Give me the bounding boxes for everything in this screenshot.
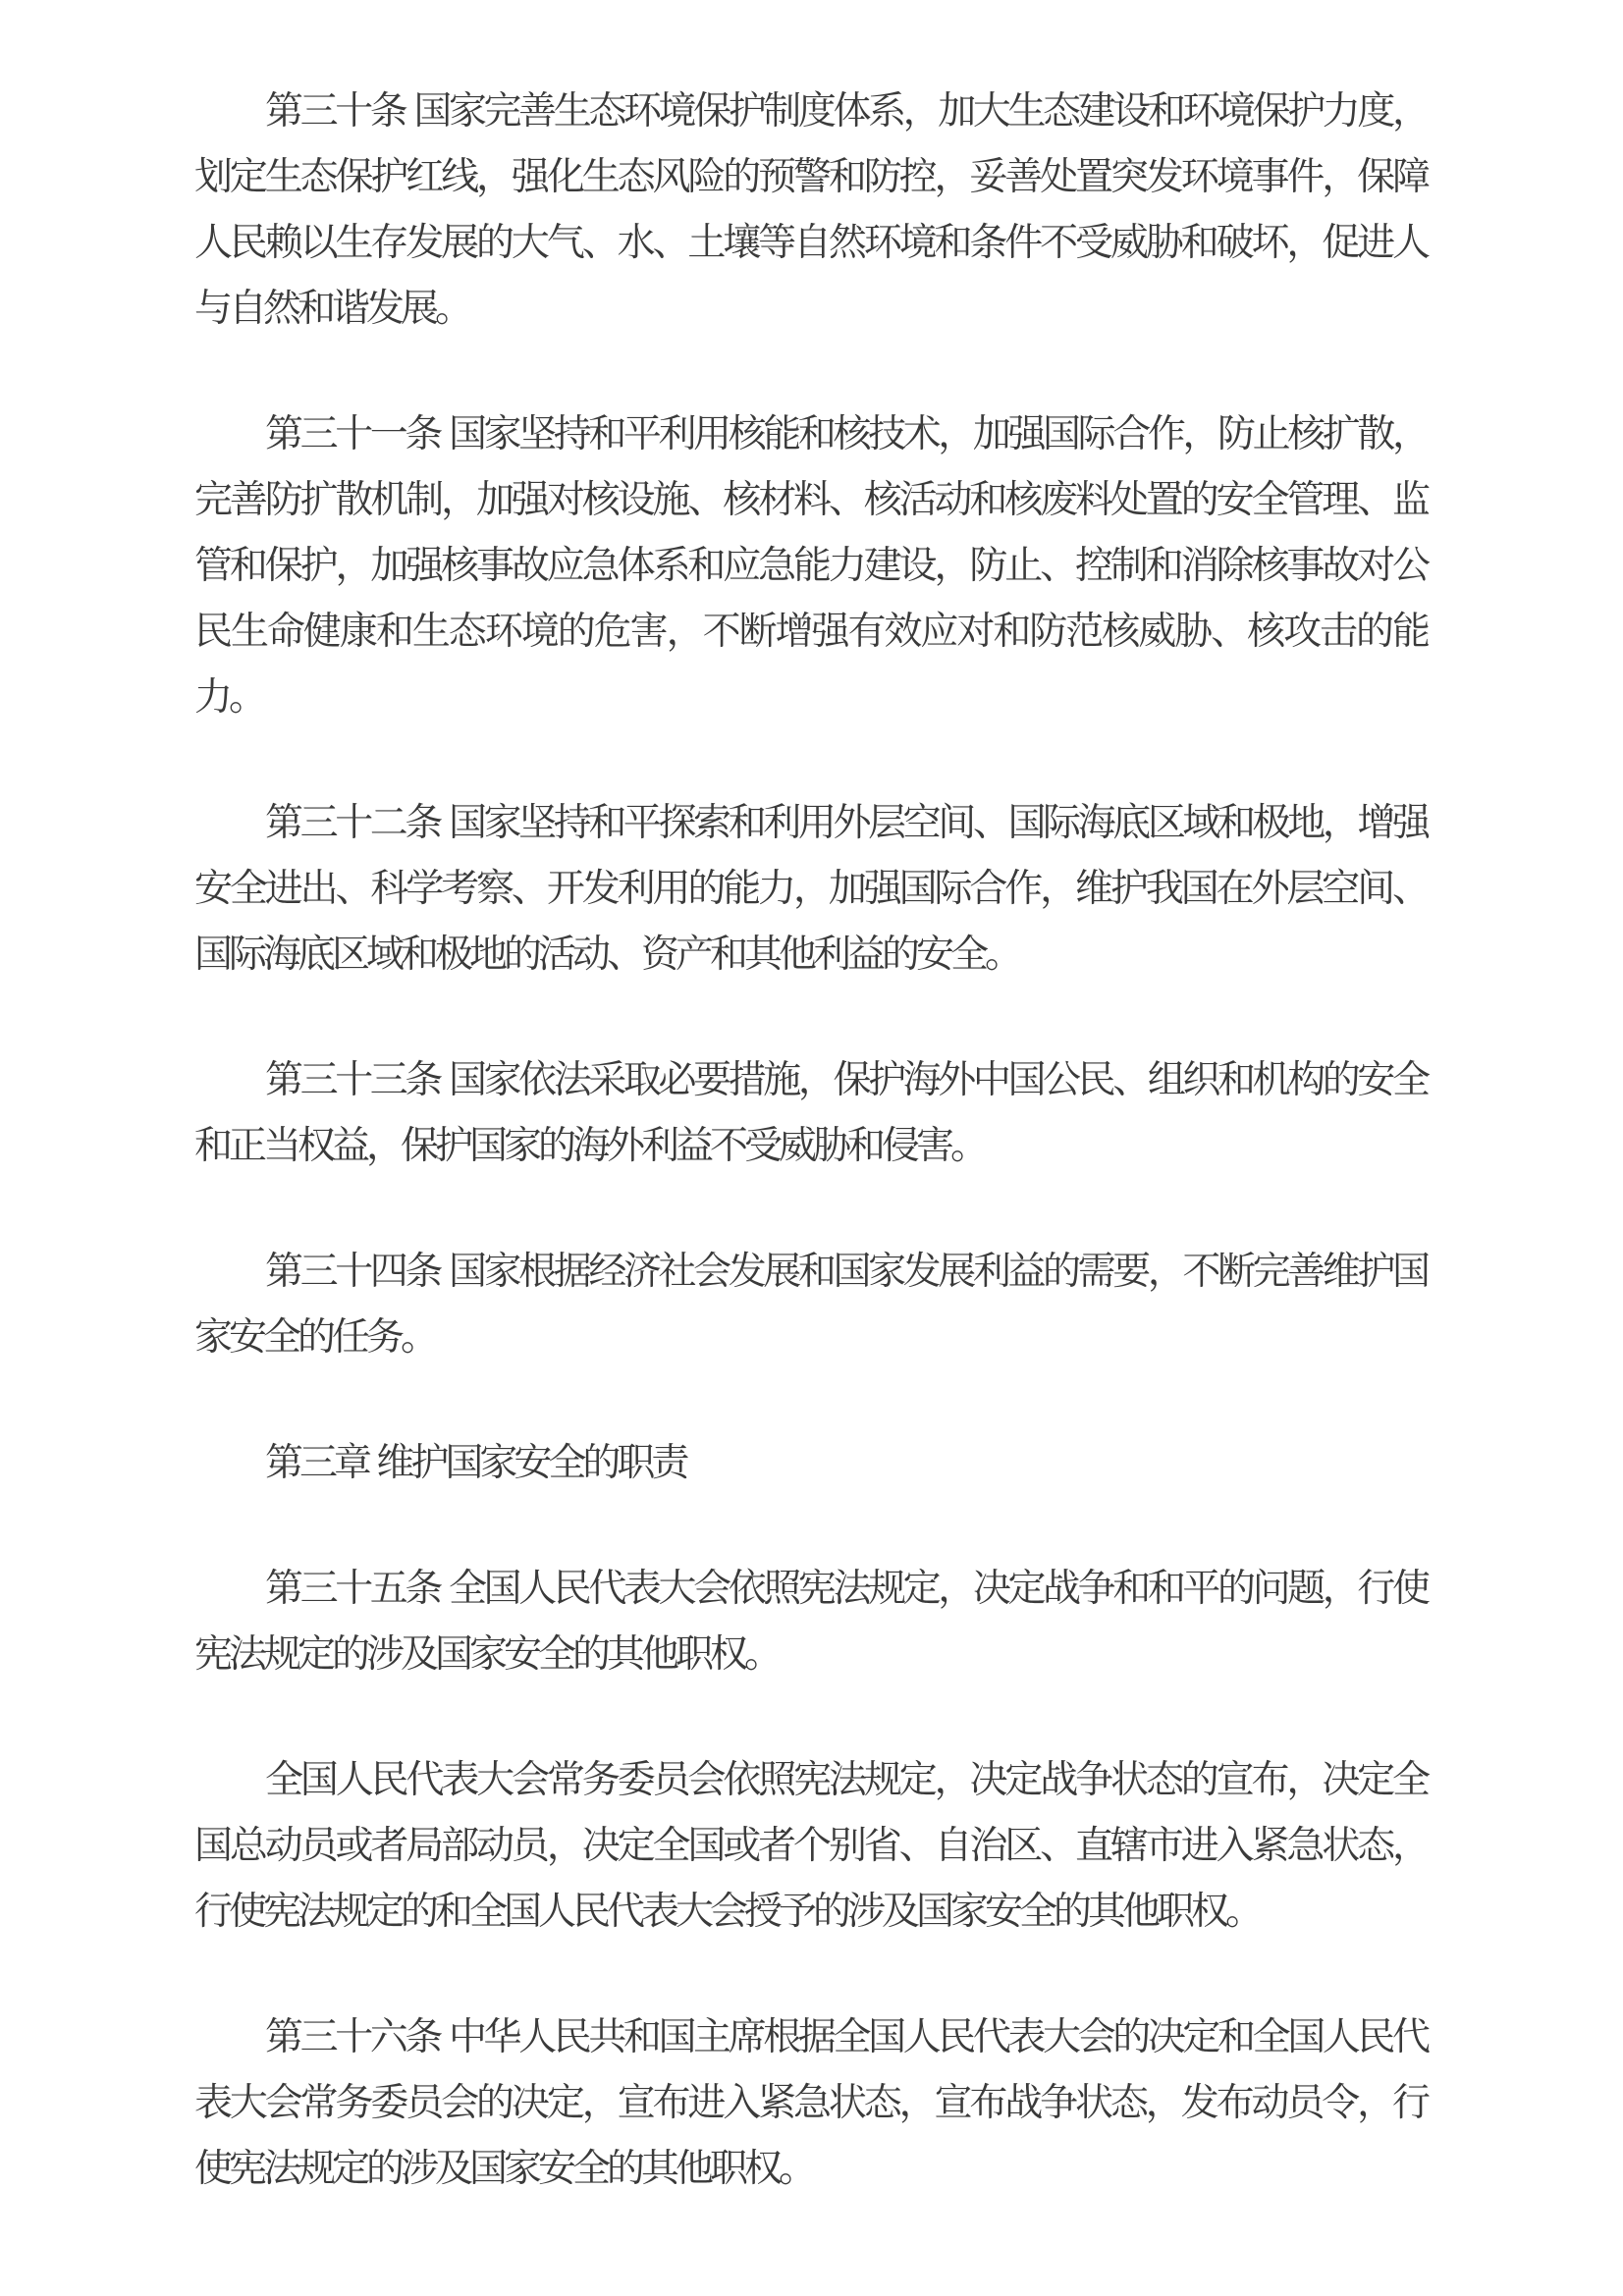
article-34-paragraph: 第三十四条 国家根据经济社会发展和国家发展利益的需要，不断完善维护国家安全的任务。 (194, 1250, 1427, 1360)
article-36-paragraph: 第三十六条 中华人民共和国主席根据全国人民代表大会的决定和全国人民代表大会常务委员会的决定，宣布进入紧急状态，宣布战争状态，发布动员令，行使宪法规定的涉及国家安全的其他职权。 (194, 2015, 1427, 2191)
article-35-paragraph: 第三十五条 全国人民代表大会依照宪法规定，决定战争和和平的问题，行使宪法规定的涉及国家安全的其他职权。 (194, 1567, 1427, 1677)
article-33-paragraph: 第三十三条 国家依法采取必要措施，保护海外中国公民、组织和机构的安全和正当权益，保护国家的海外利益不受威胁和侵害。 (194, 1058, 1427, 1168)
article-31-paragraph: 第三十一条 国家坚持和平利用核能和核技术，加强国际合作，防止核扩散，完善防扩散机制，加强对核设施、核材料、核活动和核废料处置的安全管理、监管和保护，加强核事故应急体系和应急能力建设，防止、控制和消除核事故对公民生命健康和生态环境的危害，不断增强有效应对和防范核威胁、核攻击的能力。 (194, 412, 1427, 720)
npc-standing-committee-paragraph: 全国人民代表大会常务委员会依照宪法规定，决定战争状态的宣布，决定全国总动员或者局部动员，决定全国或者个别省、自治区、直辖市进入紧急状态，行使宪法规定的和全国人民代表大会授予的涉及国家安全的其他职权。 (194, 1758, 1427, 1934)
chapter-3-heading: 第三章 维护国家安全的职责 (265, 1441, 686, 1485)
article-32-paragraph: 第三十二条 国家坚持和平探索和利用外层空间、国际海底区域和极地，增强安全进出、科学考察、开发利用的能力，加强国际合作，维护我国在外层空间、国际海底区域和极地的活动、资产和其他利益的安全。 (194, 801, 1427, 977)
article-30-paragraph: 第三十条 国家完善生态环境保护制度体系，加大生态建设和环境保护力度，划定生态保护红线，强化生态风险的预警和防控，妥善处置突发环境事件，保障人民赖以生存发展的大气、水、土壤等自然环境和条件不受威胁和破坏，促进人与自然和谐发展。 (194, 89, 1427, 331)
